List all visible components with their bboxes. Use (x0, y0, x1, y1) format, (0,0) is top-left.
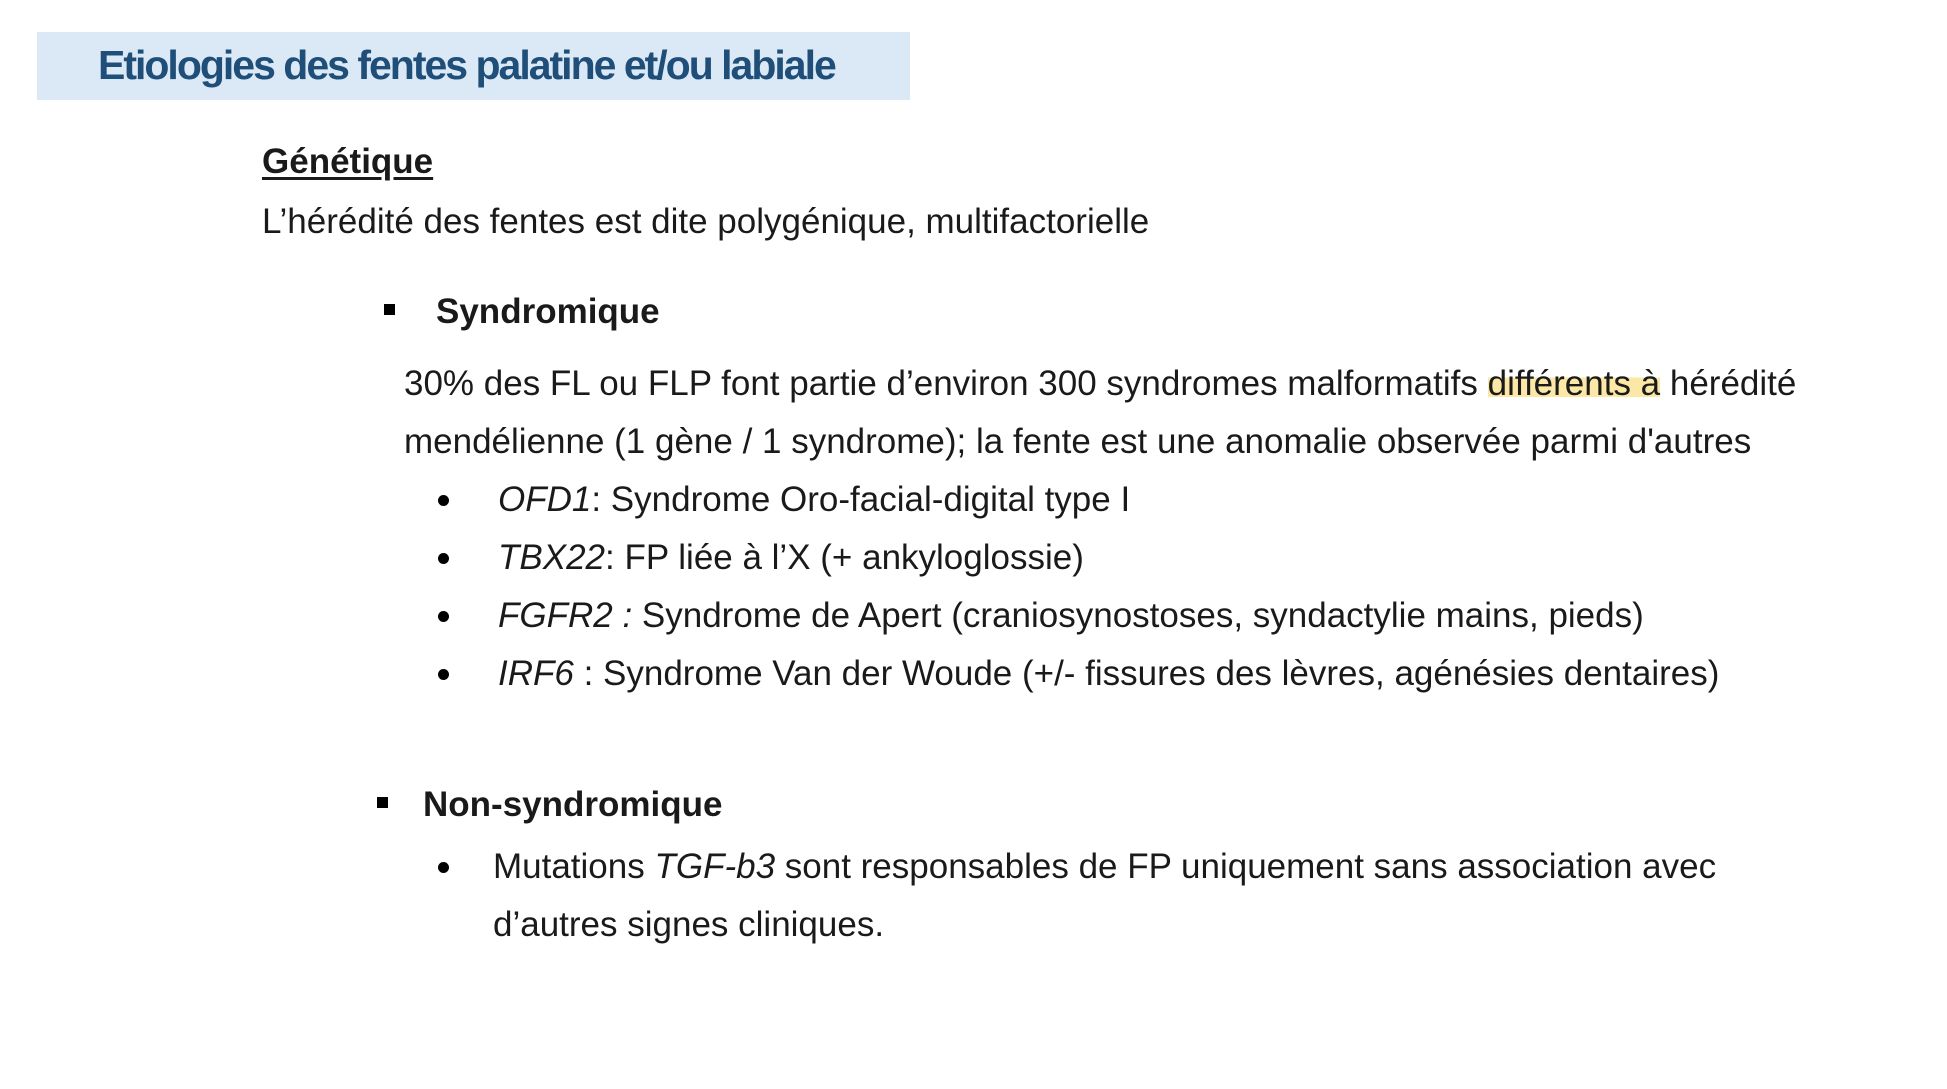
item-description: : Syndrome Oro-facial-digital type I (591, 480, 1131, 519)
gene-name: TGF-b3 (654, 847, 776, 886)
bullet-dot-icon (438, 495, 449, 506)
highlighted-text: différents à (1487, 364, 1661, 403)
square-bullet-icon (377, 797, 388, 808)
square-bullet-icon (384, 304, 395, 315)
gene-name: IRF6 (498, 654, 574, 693)
item-text: sont responsables de FP uniquement sans association avec (775, 847, 1717, 886)
syndromique-paragraph-line2: mendélienne (1 gène / 1 syndrome); la fente est une anomalie observée parmi d'autres (404, 422, 1752, 461)
gene-name: FGFR2 : (498, 596, 633, 635)
bullet-dot-icon (438, 553, 449, 564)
para-text: hérédité (1660, 364, 1797, 403)
bullet-dot-icon (438, 669, 449, 680)
syndromique-title: Syndromique (436, 292, 660, 331)
item-text-line2: d’autres signes cliniques. (493, 905, 885, 944)
item-description: : Syndrome Van der Woude (+/- fissures des lèvres, agénésies dentaires) (573, 654, 1720, 693)
gene-name: TBX22 (498, 538, 605, 577)
syndromique-paragraph-line1 (404, 355, 1796, 413)
slide-title: Etiologies des fentes palatine et/ou labiale (98, 42, 835, 88)
non-syndromique-title: Non-syndromique (423, 785, 723, 824)
item-description: Syndrome de Apert (craniosynostoses, syndactylie mains, pieds) (632, 596, 1644, 635)
intro-text: L’hérédité des fentes est dite polygénique, multifactorielle (262, 202, 1150, 241)
item-description: : FP liée à l’X (+ ankyloglossie) (605, 538, 1084, 577)
non-syndromique-item (430, 838, 1930, 954)
item-text: Mutations (493, 847, 655, 886)
section-heading-genetique: Génétique (262, 142, 434, 181)
gene-name: OFD1 (498, 480, 592, 519)
bullet-dot-icon (438, 862, 449, 873)
bullet-dot-icon (438, 611, 449, 622)
para-text: 30% des FL ou FLP font partie d’environ 300 syndromes malformatifs (404, 364, 1488, 403)
